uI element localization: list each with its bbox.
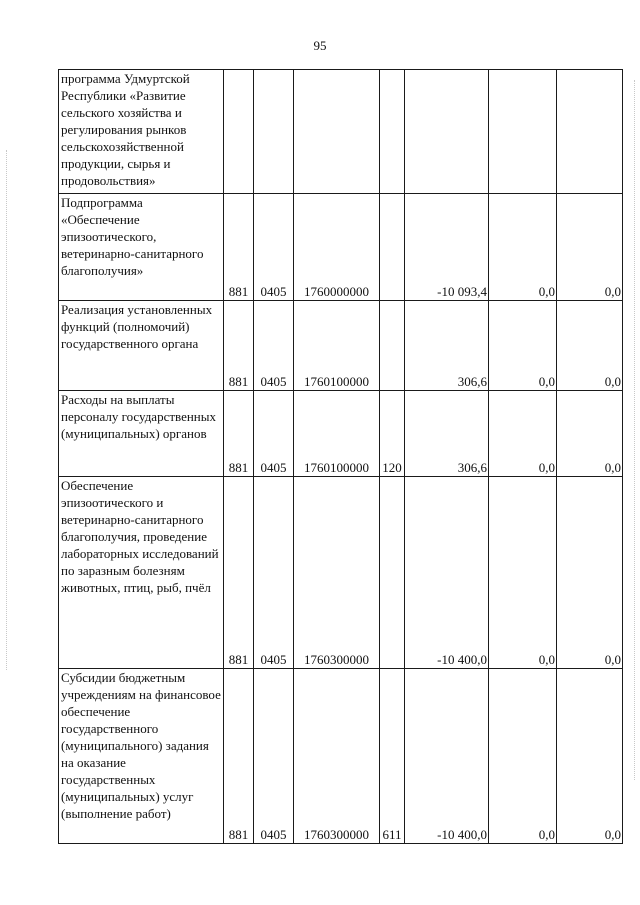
table-row [59,301,623,391]
target-code [294,70,380,194]
amount-cell-2: 0,0 [489,477,557,669]
amount-cell-3: 0,0 [557,669,623,844]
table-row [59,194,623,301]
target-code: 1760000000 [294,194,380,301]
amount-cell [405,70,489,194]
section-code: 0405 [254,194,294,301]
scan-edge-right [634,80,636,780]
scan-edge-left [6,150,8,670]
section-code: 0405 [254,477,294,669]
amount-cell: -10 093,4 [405,194,489,301]
row-name: Расходы на выплаты персоналу государственных (муниципальных) органов [59,391,224,477]
amount-cell: -10 400,0 [405,669,489,844]
ministry-code: 881 [224,477,254,669]
amount-cell-2: 0,0 [489,669,557,844]
expense-type-code: 120 [380,391,405,477]
target-code: 1760100000 [294,301,380,391]
row-name: программа Удмуртской Республики «Развитие сельского хозяйства и регулирования рынков сельскохозяйственной продукции, сырья и продовольствия» [59,70,224,194]
table-row [59,70,623,194]
table-row [59,669,623,844]
expense-type-code [380,194,405,301]
amount-cell-2: 0,0 [489,301,557,391]
amount-cell-2: 0,0 [489,391,557,477]
target-code: 1760300000 [294,477,380,669]
section-code [254,70,294,194]
page-number: 95 [313,38,327,53]
amount-cell-3 [557,70,623,194]
amount-cell: 306,6 [405,301,489,391]
row-name: Обеспечение эпизоотического и ветеринарно-санитарного благополучия, проведение лабораторных исследований по заразным болезням животных, птиц, рыб, пчёл [59,477,224,669]
budget-table [58,69,623,844]
amount-cell-3: 0,0 [557,477,623,669]
row-name: Субсидии бюджетным учреждениям на финансовое обеспечение государственного (муниципального) задания на оказание государственных (муниципальных) услуг (выполнение работ) [59,669,224,844]
table-row [59,391,623,477]
row-name: Реализация установленных функций (полномочий) государственного органа [59,301,224,391]
expense-type-code [380,477,405,669]
amount-cell-3: 0,0 [557,391,623,477]
amount-cell-2: 0,0 [489,194,557,301]
ministry-code [224,70,254,194]
target-code: 1760100000 [294,391,380,477]
amount-cell-3: 0,0 [557,194,623,301]
amount-cell: 306,6 [405,391,489,477]
amount-cell-3: 0,0 [557,301,623,391]
table-row [59,477,623,669]
amount-cell: -10 400,0 [405,477,489,669]
ministry-code: 881 [224,669,254,844]
ministry-code: 881 [224,301,254,391]
section-code: 0405 [254,669,294,844]
target-code: 1760300000 [294,669,380,844]
expense-type-code [380,301,405,391]
section-code: 0405 [254,391,294,477]
expense-type-code [380,70,405,194]
section-code: 0405 [254,301,294,391]
expense-type-code: 611 [380,669,405,844]
ministry-code: 881 [224,391,254,477]
ministry-code: 881 [224,194,254,301]
row-name: Подпрограмма «Обеспечение эпизоотического, ветеринарно-санитарного благополучия» [59,194,224,301]
amount-cell-2 [489,70,557,194]
